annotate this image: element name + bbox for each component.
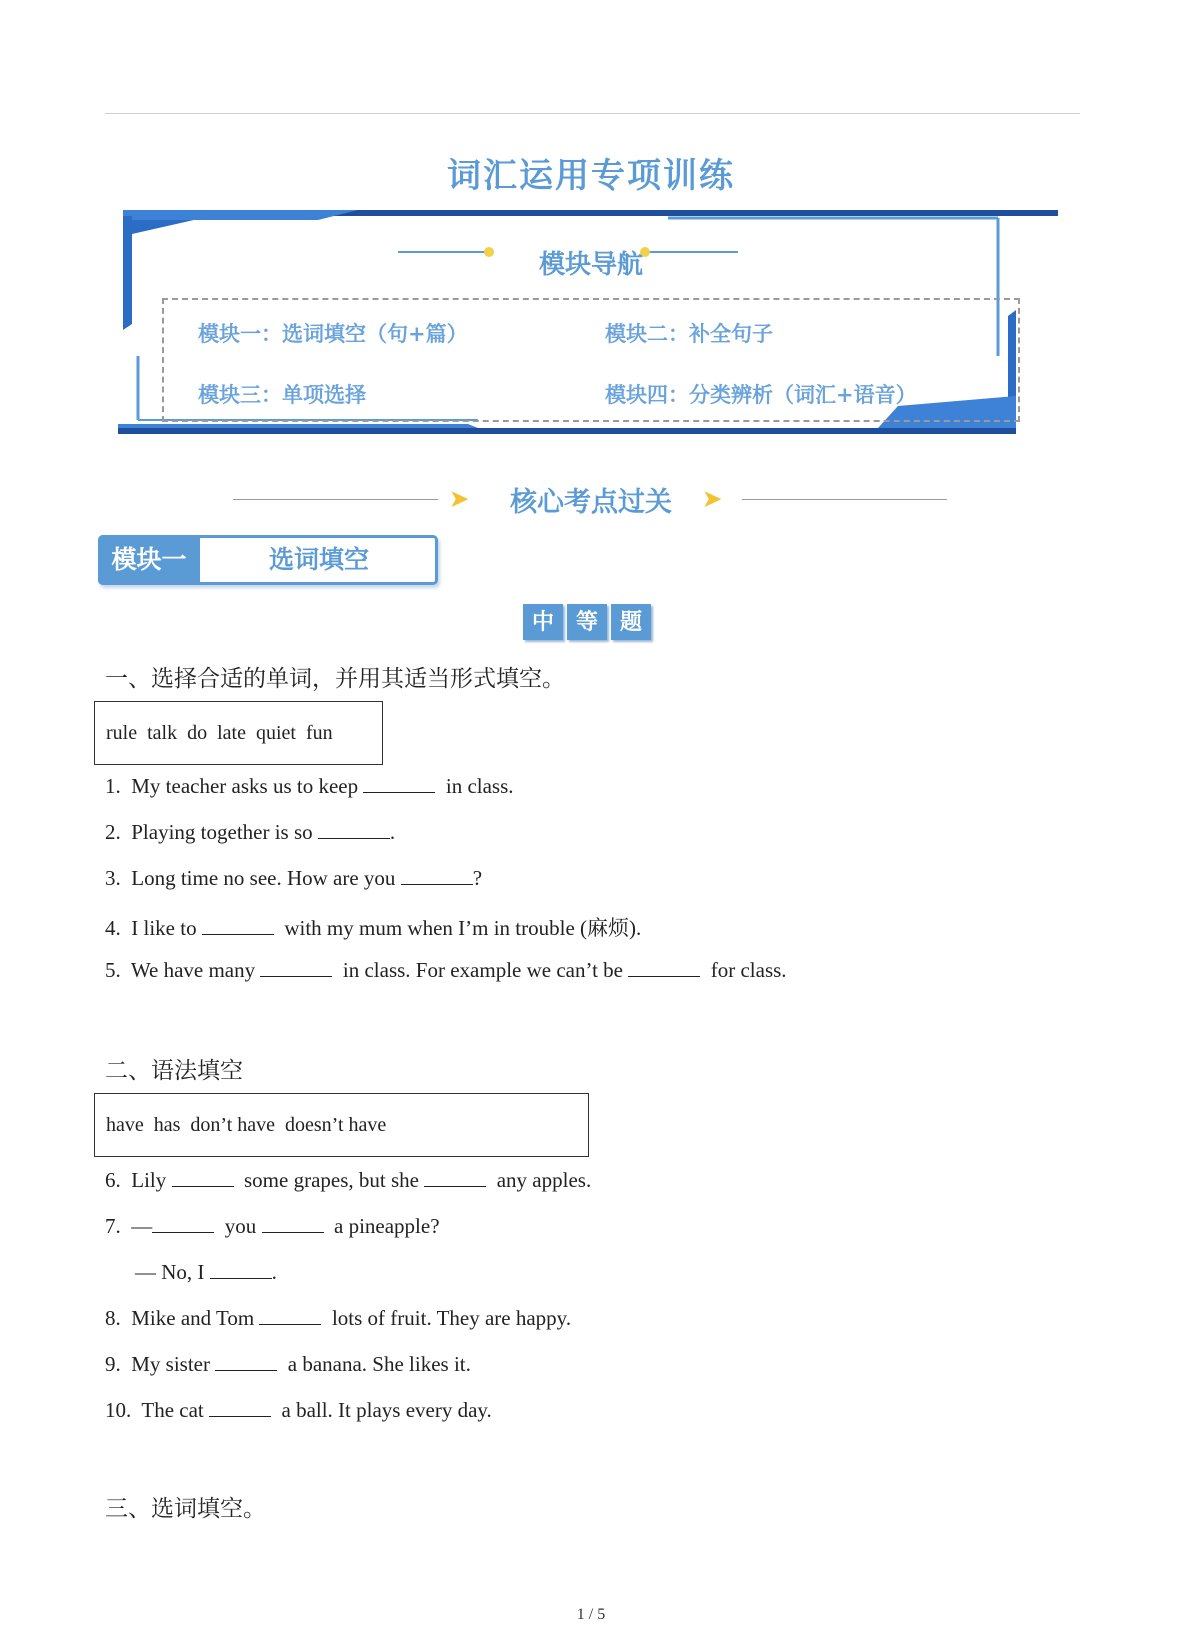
question-3 (105, 866, 482, 891)
question-2 (105, 820, 395, 845)
question-8 (105, 1306, 571, 1331)
question-number: 10. (105, 1398, 132, 1422)
question-text: — (131, 1214, 153, 1238)
nav-item-module-2[interactable]: 模块二：补全句子 (605, 321, 773, 346)
section-1-heading: 一、选择合适的单词，并用其适当形式填空。 (105, 666, 565, 692)
question-number: 1. (105, 774, 121, 798)
question-10 (105, 1398, 492, 1423)
question-text: ? (472, 866, 483, 890)
question-number: 4. (105, 916, 121, 940)
question-text: My teacher asks us to keep (131, 774, 364, 798)
question-9 (105, 1352, 471, 1377)
question-7-answer-line (135, 1260, 277, 1285)
answer-blank[interactable] (210, 1277, 272, 1279)
nav-item-module-1[interactable]: 模块一：选词填空（句+篇） (198, 321, 468, 346)
module-tab-name: 选词填空 (268, 545, 369, 574)
question-text: Playing together is so (131, 820, 318, 844)
question-7 (105, 1214, 440, 1239)
answer-blank[interactable] (209, 1415, 271, 1417)
difficulty-badge: 题 (611, 604, 651, 640)
question-1 (105, 774, 514, 799)
answer-blank[interactable] (260, 975, 332, 977)
answer-blank[interactable] (202, 933, 274, 935)
chevron-right-icon: ➤ (450, 486, 469, 512)
question-text: My sister (131, 1352, 216, 1376)
question-number: 7. (105, 1214, 121, 1238)
question-text: Long time no see. How are you (131, 866, 401, 890)
question-number: 8. (105, 1306, 121, 1330)
question-text: any apples. (491, 1168, 592, 1192)
nav-item-module-3[interactable]: 模块三：单项选择 (198, 382, 366, 407)
question-number: 3. (105, 866, 121, 890)
question-5 (105, 958, 787, 983)
question-text: some grapes, but she (238, 1168, 425, 1192)
question-number: 6. (105, 1168, 121, 1192)
header-rule (105, 113, 1080, 114)
answer-blank[interactable] (401, 883, 473, 885)
question-number: 9. (105, 1352, 121, 1376)
question-text: — No, I (135, 1260, 210, 1284)
answer-blank[interactable] (628, 975, 700, 977)
answer-blank[interactable] (152, 1231, 214, 1233)
answer-blank[interactable] (215, 1369, 277, 1371)
question-number: 5. (105, 958, 121, 982)
chevron-right-icon: ➤ (703, 486, 722, 512)
question-text: a banana. She likes it. (282, 1352, 471, 1376)
question-4 (105, 912, 641, 942)
answer-blank[interactable] (363, 791, 435, 793)
question-text: lots of fruit. They are happy. (326, 1306, 572, 1330)
question-text: a pineapple? (328, 1214, 440, 1238)
question-number: 2. (105, 820, 121, 844)
section-3-heading: 三、选词填空。 (105, 1496, 266, 1522)
answer-blank[interactable] (259, 1323, 321, 1325)
page-number: 1 / 5 (576, 1606, 606, 1623)
core-title: 核心考点过关 (510, 487, 672, 518)
question-text: Mike and Tom (131, 1306, 260, 1330)
document-title: 词汇运用专项训练 (447, 156, 735, 196)
nav-title: 模块导航 (538, 250, 643, 280)
question-text: with my mum when I’m in trouble (麻烦). (279, 916, 642, 940)
answer-blank[interactable] (262, 1231, 324, 1233)
word-bank-1: rule talk do late quiet fun (94, 701, 383, 765)
question-text: you (219, 1214, 262, 1238)
module-tab-label: 模块一 (98, 535, 200, 585)
nav-item-module-4[interactable]: 模块四：分类辨析（词汇+语音） (605, 382, 917, 407)
difficulty-badge: 等 (567, 604, 607, 640)
question-text: in class. For example we can’t be (337, 958, 629, 982)
section-2-heading: 二、语法填空 (105, 1058, 243, 1084)
question-text: I like to (131, 916, 202, 940)
question-text: . (389, 820, 396, 844)
question-text: . (271, 1260, 277, 1284)
answer-blank[interactable] (172, 1185, 234, 1187)
difficulty-badge: 中 (523, 604, 563, 640)
answer-blank[interactable] (318, 837, 390, 839)
question-text: The cat (141, 1398, 209, 1422)
question-6 (105, 1168, 591, 1193)
word-bank-2: have has don’t have doesn’t have (94, 1093, 589, 1157)
question-text: We have many (130, 958, 261, 982)
question-text: for class. (705, 958, 787, 982)
question-text: a ball. It plays every day. (276, 1398, 492, 1422)
answer-blank[interactable] (424, 1185, 486, 1187)
question-text: in class. (440, 774, 514, 798)
question-text: Lily (131, 1168, 172, 1192)
